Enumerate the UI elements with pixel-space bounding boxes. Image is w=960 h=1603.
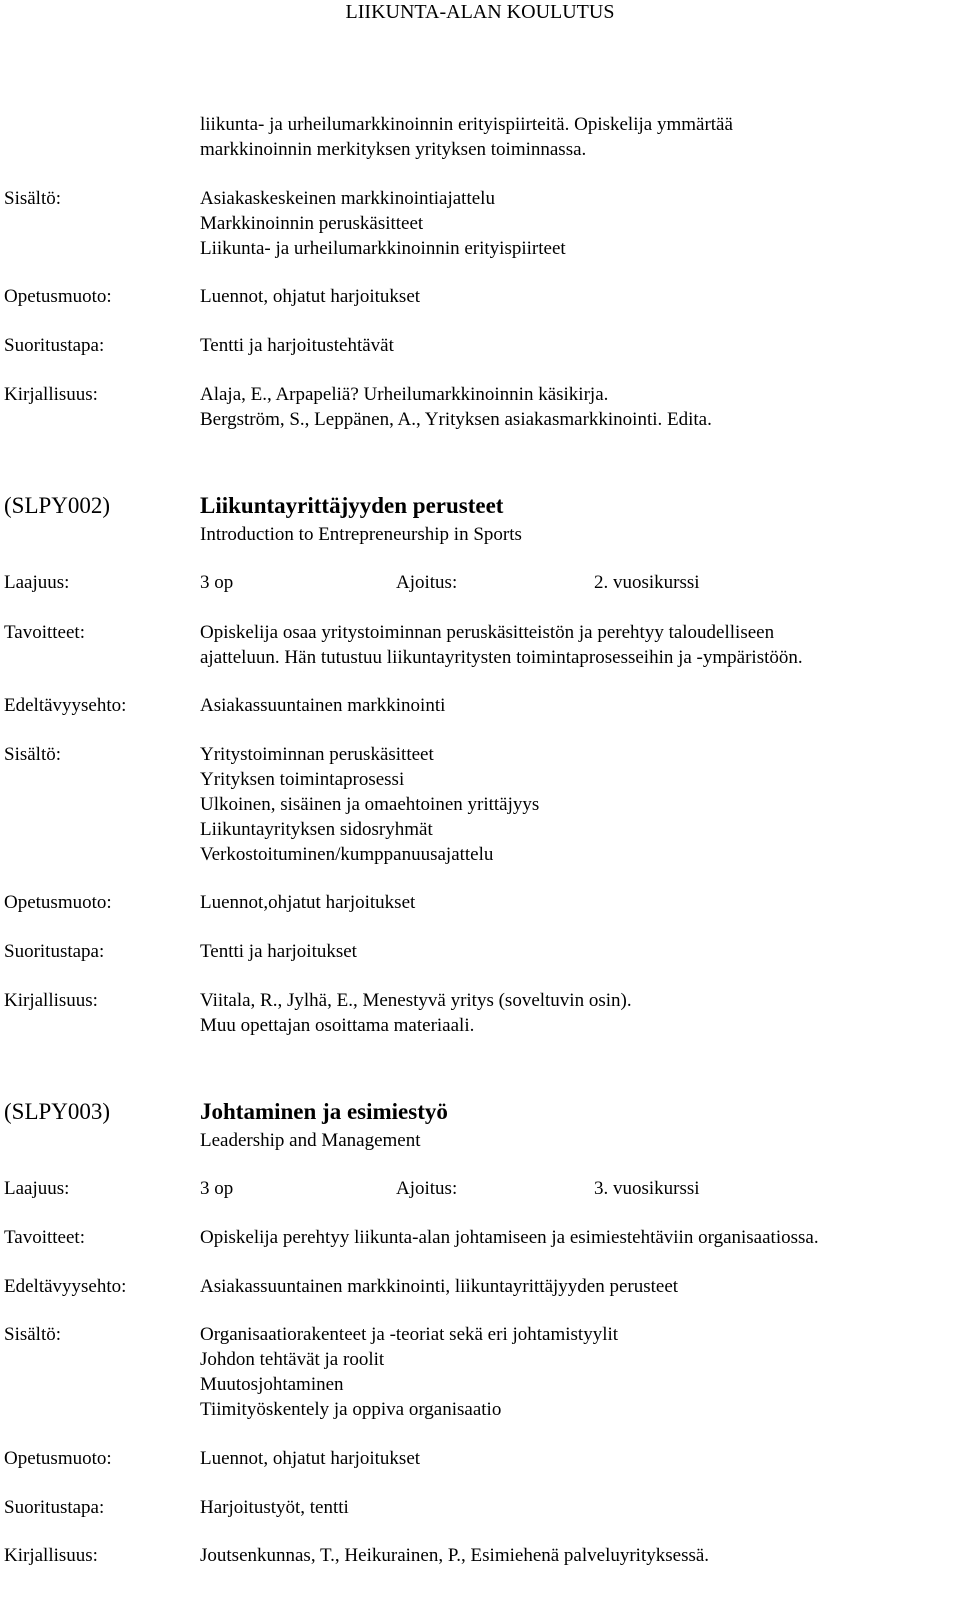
sisalto-list (200, 186, 566, 261)
edeltavyysehto-label: Edeltävyysehto: (4, 695, 127, 716)
course-code: (SLPY003) (4, 1099, 111, 1124)
page-header: LIIKUNTA-ALAN KOULUTUS (345, 1, 615, 23)
list-item: Markkinoinnin peruskäsitteet (200, 213, 424, 234)
list-item: Johdon tehtävät ja roolit (200, 1349, 385, 1370)
kirjallisuus-list (200, 988, 632, 1038)
opetusmuoto-value: Luennot, ohjatut harjoitukset (200, 1448, 421, 1469)
list-item: Organisaatiorakenteet ja -teoriat sekä eri johtamistyylit (200, 1324, 619, 1345)
suoritustapa-label: Suoritustapa: (4, 941, 105, 962)
suoritustapa-value: Tentti ja harjoitustehtävät (200, 335, 394, 356)
tavoitteet-text (200, 620, 803, 670)
ajoitus-label: Ajoitus: (396, 1178, 458, 1199)
sisalto-list (200, 1322, 618, 1422)
tavoitteet-label: Tavoitteet: (4, 622, 85, 643)
suoritustapa-value: Tentti ja harjoitukset (200, 941, 357, 962)
opetusmuoto-label: Opetusmuoto: (4, 286, 112, 307)
reference: Muu opettajan osoittama materiaali. (200, 1015, 475, 1036)
course-subtitle: Introduction to Entrepreneurship in Sports (200, 524, 522, 545)
kirjallisuus-list (200, 382, 712, 432)
list-item: Yrityksen toimintaprosessi (200, 769, 405, 790)
opetusmuoto-value: Luennot, ohjatut harjoitukset (200, 286, 421, 307)
ajoitus-value: 2. vuosikurssi (594, 572, 700, 593)
course-code: (SLPY002) (4, 493, 111, 518)
course-subtitle: Leadership and Management (200, 1130, 421, 1151)
text-line: ajatteluun. Hän tutustuu liikuntayritysten toimintaprosesseihin ja -ympäristöön. (200, 647, 803, 668)
list-item: Liikunta- ja urheilumarkkinoinnin erityispiirteet (200, 238, 566, 259)
edeltavyysehto-label: Edeltävyysehto: (4, 1276, 127, 1297)
kirjallisuus-label: Kirjallisuus: (4, 990, 98, 1011)
ajoitus-label: Ajoitus: (396, 572, 458, 593)
course-title: Johtaminen ja esimiestyö (200, 1099, 448, 1124)
suoritustapa-label: Suoritustapa: (4, 1497, 105, 1518)
reference: Viitala, R., Jylhä, E., Menestyvä yritys (soveltuvin osin). (200, 990, 632, 1011)
tavoitteet-text: Opiskelija perehtyy liikunta-alan johtamiseen ja esimiestehtäviin organisaatiossa. (200, 1227, 819, 1248)
reference: Bergström, S., Leppänen, A., Yrityksen asiakasmarkkinointi. Edita. (200, 409, 712, 430)
list-item: Ulkoinen, sisäinen ja omaehtoinen yrittäjyys (200, 794, 540, 815)
suoritustapa-value: Harjoitustyöt, tentti (200, 1497, 349, 1518)
sisalto-label: Sisältö: (4, 744, 62, 765)
objectives-continuation (200, 112, 733, 162)
sisalto-label: Sisältö: (4, 188, 62, 209)
laajuus-value: 3 op (200, 1178, 234, 1199)
edeltavyysehto-value: Asiakassuuntainen markkinointi (200, 695, 446, 716)
laajuus-label: Laajuus: (4, 572, 70, 593)
text-line: liikunta- ja urheilumarkkinoinnin erityispiirteitä. Opiskelija ymmärtää (200, 114, 733, 135)
tavoitteet-label: Tavoitteet: (4, 1227, 85, 1248)
list-item: Muutosjohtaminen (200, 1374, 344, 1395)
laajuus-label: Laajuus: (4, 1178, 70, 1199)
laajuus-value: 3 op (200, 572, 234, 593)
ajoitus-value: 3. vuosikurssi (594, 1178, 700, 1199)
opetusmuoto-label: Opetusmuoto: (4, 892, 112, 913)
sisalto-list (200, 742, 539, 867)
suoritustapa-label: Suoritustapa: (4, 335, 105, 356)
list-item: Yritystoiminnan peruskäsitteet (200, 744, 434, 765)
list-item: Verkostoituminen/kumppanuusajattelu (200, 844, 494, 865)
kirjallisuus-label: Kirjallisuus: (4, 384, 98, 405)
list-item: Liikuntayrityksen sidosryhmät (200, 819, 433, 840)
reference: Alaja, E., Arpapeliä? Urheilumarkkinoinnin käsikirja. (200, 384, 609, 405)
text-line: markkinoinnin merkityksen yrityksen toiminnassa. (200, 139, 587, 160)
course-title: Liikuntayrittäjyyden perusteet (200, 493, 504, 518)
opetusmuoto-label: Opetusmuoto: (4, 1448, 112, 1469)
list-item: Tiimityöskentely ja oppiva organisaatio (200, 1399, 502, 1420)
text-line: Opiskelija osaa yritystoiminnan peruskäsitteistön ja perehtyy taloudelliseen (200, 622, 775, 643)
edeltavyysehto-value: Asiakassuuntainen markkinointi, liikuntayrittäjyyden perusteet (200, 1276, 679, 1297)
opetusmuoto-value: Luennot,ohjatut harjoitukset (200, 892, 416, 913)
sisalto-label: Sisältö: (4, 1324, 62, 1345)
kirjallisuus-label: Kirjallisuus: (4, 1545, 98, 1566)
list-item: Asiakaskeskeinen markkinointiajattelu (200, 188, 495, 209)
kirjallisuus-value: Joutsenkunnas, T., Heikurainen, P., Esimiehenä palveluyrityksessä. (200, 1545, 710, 1566)
